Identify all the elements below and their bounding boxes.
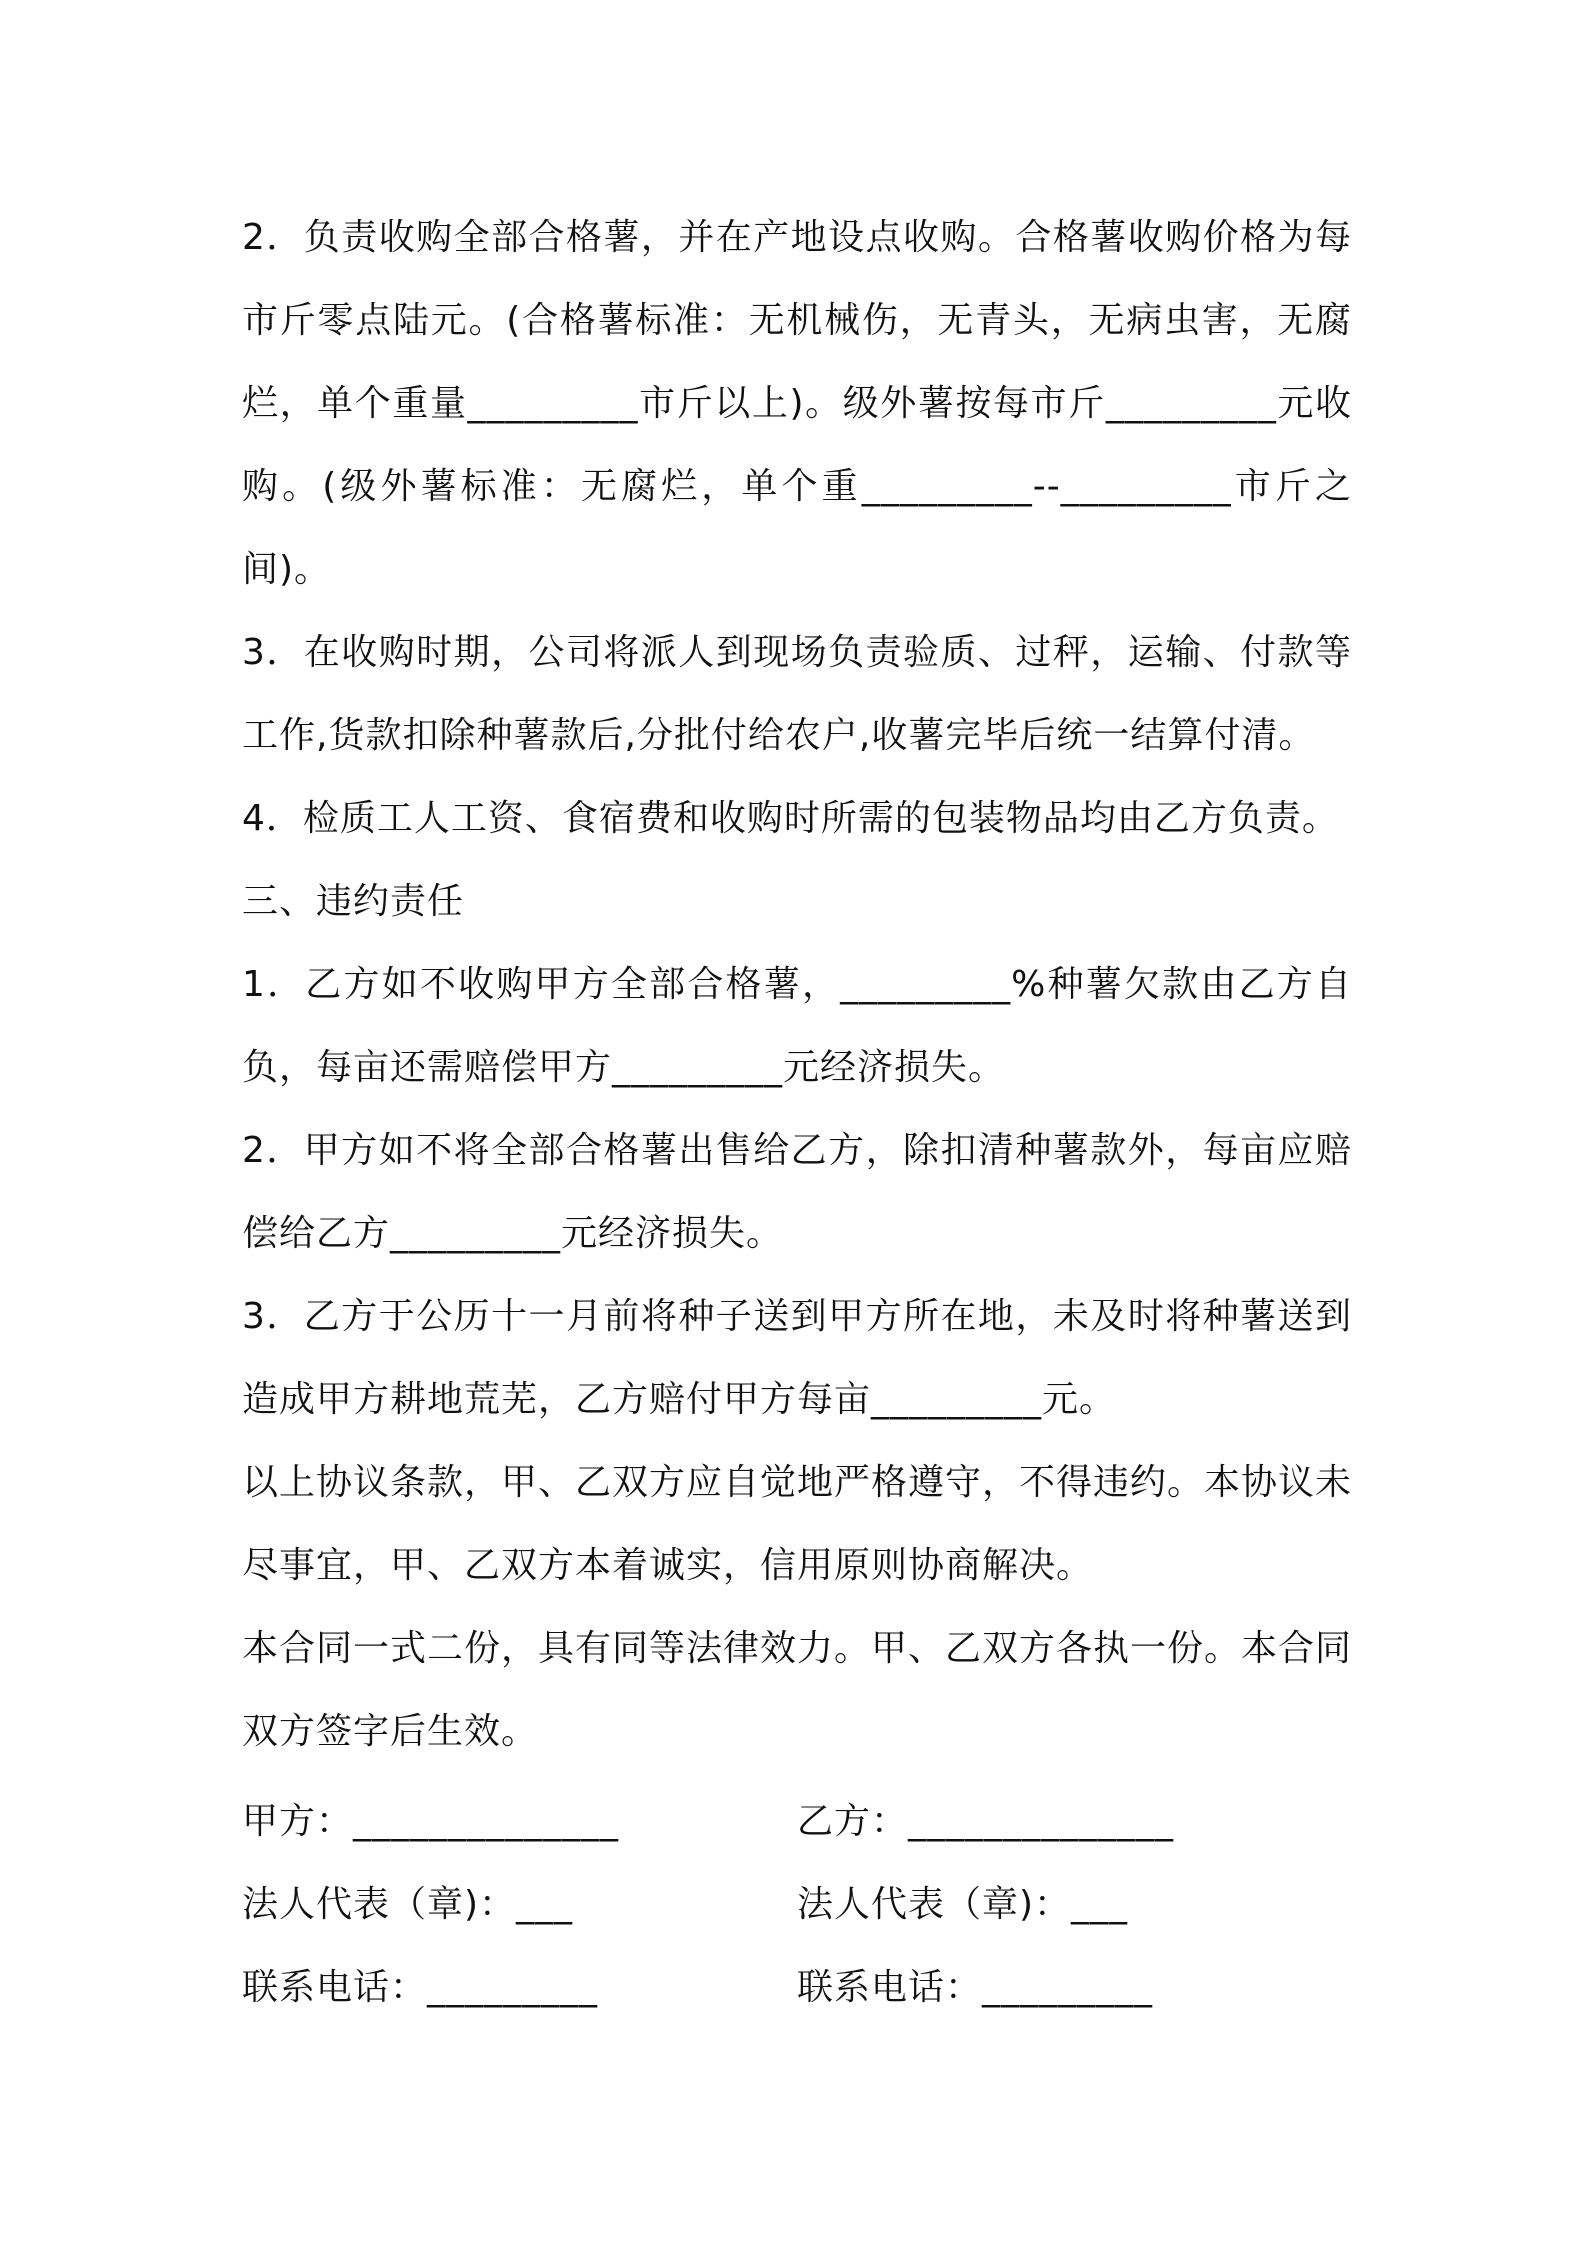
document-body (242, 196, 1352, 1773)
section-heading-liability: 三、违约责任 (242, 881, 465, 922)
clause-4-wages: 4．检质工人工资、食宿费和收购时所需的包装物品均由乙方负责。 (242, 798, 1339, 839)
party-a-representative: 法人代表（章)：___ (242, 1884, 574, 1925)
liability-clause-1: 1．乙方如不收购甲方全部合格薯，_________%种薯欠款由乙方自负，每亩还需赔偿甲方_________元经济损失。 (242, 964, 1352, 1088)
party-a-phone: 联系电话：_________ (242, 1967, 599, 2008)
copies-effectiveness: 本合同一式二份，具有同等法律效力。甲、乙双方各执一份。本合同双方签字后生效。 (242, 1628, 1353, 1752)
party-b-representative: 法人代表（章)：___ (797, 1884, 1129, 1925)
signature-block (242, 1777, 1352, 2026)
liability-clause-3: 3．乙方于公历十一月前将种子送到甲方所在地，未及时将种薯送到造成甲方耕地荒芜，乙方赔付甲方每亩_________元。 (242, 1296, 1352, 1420)
closing-terms: 以上协议条款，甲、乙双方应自觉地严格遵守，不得违约。本协议未尽事宜，甲、乙双方本着诚实，信用原则协商解决。 (242, 1462, 1353, 1586)
party-b-signature: 乙方：______________ (797, 1801, 1175, 1842)
clause-2-purchase: 2．负责收购全部合格薯，并在产地设点收购。合格薯收购价格为每市斤零点陆元。(合格薯标准：无机械伤，无青头，无病虫害，无腐烂，单个重量_________市斤以上)。级外薯按每市斤_________元收购。(级外薯标准：无腐烂，单个重_________--_________市斤之间)。 (242, 217, 1352, 590)
liability-clause-2: 2．甲方如不将全部合格薯出售给乙方，除扣清种薯款外，每亩应赔偿给乙方_________元经济损失。 (242, 1130, 1352, 1254)
party-b-phone: 联系电话：_________ (797, 1967, 1154, 2008)
party-a-signature: 甲方：______________ (242, 1801, 620, 1842)
clause-3-acceptance: 3．在收购时期，公司将派人到现场负责验质、过秤，运输、付款等工作,货款扣除种薯款后,分批付给农户,收薯完毕后统一结算付清。 (242, 632, 1352, 756)
signature-row-party (242, 1777, 1352, 1860)
signature-row-phone (242, 1943, 1352, 2026)
signature-row-representative (242, 1860, 1352, 1943)
